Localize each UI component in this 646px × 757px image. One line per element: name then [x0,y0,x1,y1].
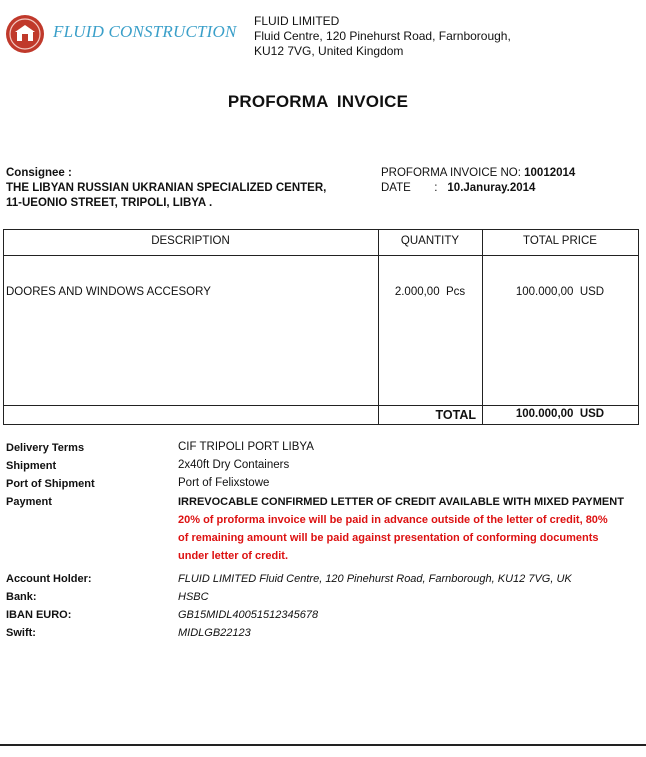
invoice-date: 10.Januray.2014 [447,182,536,194]
invoice-number-row [381,166,575,181]
swift-value: MIDLGB22123 [178,627,251,639]
header-description: DESCRIPTION [151,235,230,247]
port-value: Port of Felixstowe [178,477,270,489]
consignee-label: Consignee : [6,167,72,179]
account-holder-label: Account Holder: [6,573,92,585]
total-label: TOTAL [435,408,476,422]
payment-note-3: under letter of credit. [178,550,289,562]
payment-note-1: 20% of proforma invoice will be paid in advance outside of the letter of credit, 80% [178,514,608,526]
invoice-info [381,166,575,196]
invoice-number-label: PROFORMA INVOICE NO: [381,167,521,179]
payment-value: IRREVOCABLE CONFIRMED LETTER OF CREDIT AVAILABLE WITH MIXED PAYMENT [178,496,624,508]
port-label: Port of Shipment [6,478,95,490]
bank-label: Bank: [6,591,37,603]
invoice-number: 10012014 [524,167,576,179]
header-quantity: QUANTITY [400,235,460,247]
address-line-2: KU12 7VG, United Kingdom [254,44,404,58]
consignee-block [6,166,326,211]
invoice-date-label: DATE [381,182,411,194]
address-line-1: Fluid Centre, 120 Pinehurst Road, Farnborough, [254,29,511,43]
company-address [254,14,511,59]
iban-label: IBAN EURO: [6,609,72,621]
swift-label: Swift: [6,627,36,639]
bank-value: HSBC [178,591,209,603]
page-title: PROFORMA INVOICE [227,92,409,111]
row-quantity: 2.000,00 Pcs [394,286,466,298]
building-logo-icon [5,14,45,54]
payment-label: Payment [6,496,52,508]
delivery-label: Delivery Terms [6,442,85,454]
page-bottom-divider [0,744,646,746]
shipment-value: 2x40ft Dry Containers [178,459,290,471]
consignee-line-2: 11-UEONIO STREET, TRIPOLI, LIBYA . [6,197,213,209]
delivery-value: CIF TRIPOLI PORT LIBYA [178,441,314,453]
shipment-label: Shipment [6,460,57,472]
row-price: 100.000,00 USD [515,286,605,298]
brand-name: FLUID CONSTRUCTION [53,22,237,41]
invoice-date-sep: : [434,182,438,194]
company-name: FLUID LIMITED [254,14,340,28]
total-value: 100.000,00 USD [515,408,605,420]
header-total-price: TOTAL PRICE [523,235,597,247]
iban-value: GB15MIDL40051512345678 [178,609,319,621]
payment-note-2: of remaining amount will be paid against presentation of conforming documents [178,532,599,544]
consignee-line-1: THE LIBYAN RUSSIAN UKRANIAN SPECIALIZED CENTER, [6,182,327,194]
invoice-date-row [381,181,575,196]
items-table [3,229,639,424]
row-description: DOORES AND WINDOWS ACCESORY [6,286,211,298]
account-holder-value: FLUID LIMITED Fluid Centre, 120 Pinehurst Road, Farnborough, KU12 7VG, UK [178,573,572,585]
